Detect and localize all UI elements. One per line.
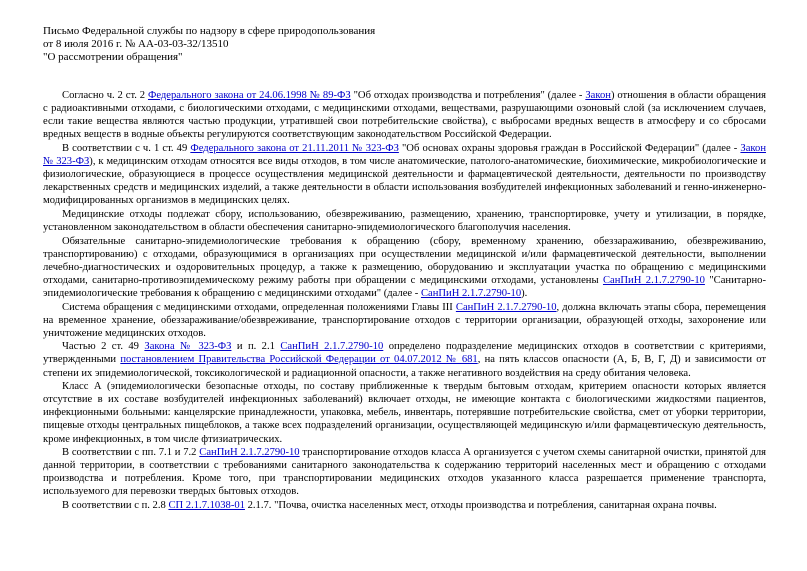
paragraph-text: ). — [521, 288, 528, 300]
paragraph-text: Обязательные санитарно-эпидемиологические требования к обращению (сбору, временному хранению, обеззараживанию, обезвреживанию, транспортированию) с отходами, образующимися в организациях при осуществлении медицинской и/или фармацевтической деятельности, выполнении лечебно-диагностических и оздоровительных процедур, а также к размещению, оборудованию и эксплуатации участка по обращению с медицинскими отходами, санитарно-противоэпидемическому режиму работы при обращении с медицинскими отходами, установлены — [43, 235, 766, 286]
document-link[interactable]: СП 2.1.7.1038-01 — [168, 500, 245, 511]
paragraph-text: "Об основах охраны здоровья граждан в Российской Федерации" (далее - — [398, 142, 741, 154]
paragraph-text: "Санитарно-эпидемиологические требования к обращению с медицинскими отходами" (далее - — [43, 274, 767, 300]
paragraph-text: транспортирование отходов класса А организуется с учетом схемы санитарной очистки, принятой для данной территории, в соответствии с требованиями санитарного законодательства к содержанию территорий населенных мест и обращению с отходами производства и потребления. Кроме того, при транспортировании медицинских отходов указанного класса разрешается применение транспорта, используемого для перевозки твердых бытовых отходов. — [43, 447, 766, 498]
paragraph-text: и п. 2.1 — [231, 341, 281, 353]
paragraph-text: Согласно ч. 2 ст. 2 — [62, 90, 148, 101]
document-link[interactable]: СанПиН 2.1.7.2790-10 — [602, 274, 705, 286]
document-link[interactable]: СанПиН 2.1.7.2790-10 — [199, 447, 300, 459]
document-link[interactable]: СанПиН 2.1.7.2790-10 — [455, 301, 557, 313]
document-body — [43, 89, 766, 513]
document-title-line-1: Письмо Федеральной службы по надзору в сфере природопользования — [43, 25, 376, 37]
paragraph-text: Класс А (эпидемиологически безопасные отходы, по составу приближенные к твердым бытовым отходам, критерием опасности которых является отсутствие в их составе возбудителей инфекционных заболеваний) включает отходы, не имеющие контакта с биологическими жидкостями пациентов, инфекционными больными: канцелярские принадлежности, упаковка, мебель, инвентарь, потерявшие потребительские свойства, смет от уборки территории, пищевые отходы центральных пищеблоков, а также всех подразделений организации, осуществляющей медицинскую и/или фармацевтическую деятельность, кроме инфекционных, в том числе фтизиатрических. — [43, 381, 766, 445]
document-link[interactable]: СанПиН 2.1.7.2790-10 — [280, 341, 384, 353]
document-link[interactable]: Закон — [585, 90, 611, 101]
document-link[interactable]: Федерального закона от 24.06.1998 № 89-ФЗ — [147, 90, 351, 101]
paragraph-text: В соответствии с п. 2.8 — [62, 500, 169, 511]
paragraph — [43, 208, 766, 234]
paragraph-text: определено подразделение медицинских отходов в соответствии с критериями, утвержденными — [43, 341, 767, 366]
paragraph-text: Система обращения с медицинскими отходами, определенная положениями Главы III — [62, 301, 456, 313]
paragraph-text: , на пять классов опасности (А, Б, В, Г, Д) и зависимости от степени их эпидемиологической, токсикологической и радиационной опасности, а также негативного воздействия на среду обитания человека. — [43, 354, 767, 379]
paragraph-text: 2.1.7. "Почва, очистка населенных мест, отходы производства и потребления, санитарная охрана почвы. — [244, 500, 717, 511]
paragraph — [43, 380, 766, 446]
paragraph — [43, 301, 766, 340]
paragraph — [43, 142, 766, 208]
paragraph-text: В соответствии с пп. 7.1 и 7.2 — [62, 447, 200, 459]
document-link[interactable]: Закон № 323-ФЗ — [43, 142, 767, 168]
paragraph-text: ) отношения в области обращения с радиоактивными отходами, с биологическими отходами, с медицинскими отходами, веществами, разрушающими озоновый слой (за исключением случаев, если такие вещества являются частью продукции, утратившей свои потребительские свойства), с выбросами вредных веществ в атмосферу и со сбросами вредных веществ в водные объекты регулируются соответствующим законодательством Российской Федерации. — [43, 90, 766, 141]
document-title-line-2: от 8 июля 2016 г. № АА-03-03-32/13510 — [43, 38, 229, 50]
document-link[interactable]: Федерального закона от 21.11.2011 № 323-ФЗ — [190, 142, 399, 154]
paragraph — [43, 446, 766, 499]
paragraph — [43, 499, 766, 512]
paragraph — [43, 235, 766, 301]
document-link[interactable]: Закона № 323-ФЗ — [144, 341, 232, 353]
paragraph-text: Частью 2 ст. 49 — [62, 341, 145, 353]
paragraph — [43, 340, 766, 379]
document-header — [43, 25, 763, 64]
paragraph-text: ), к медицинским отходам относятся все виды отходов, в том числе анатомические, патолого-анатомические, биохимические, микробиологические и физиологические, образующиеся в процессе осуществления медицинской деятельности и фармацевтической деятельности, деятельности по производству лекарственных средств и медицинских изделий, а также деятельности в области использования возбудителей инфекционных заболеваний и генно-инженерно-модифицированных организмов в медицинских целях. — [43, 156, 766, 207]
document-link[interactable]: СанПиН 2.1.7.2790-10 — [420, 288, 522, 300]
paragraph — [43, 89, 766, 142]
paragraph-text: В соответствии с ч. 1 ст. 49 — [62, 142, 191, 154]
paragraph-text: "Об отходах производства и потребления" (далее - — [350, 90, 586, 101]
document-title-line-3: "О рассмотрении обращения" — [43, 51, 183, 63]
document-link[interactable]: постановлением Правительства Российской Федерации от 04.07.2012 № 681 — [120, 354, 478, 366]
paragraph-text: Медицинские отходы подлежат сбору, использованию, обезвреживанию, размещению, хранению, транспортировке, учету и утилизации, в порядке, установленном законодательством в области обеспечения санитарно-эпидемиологического благополучия населения. — [43, 208, 766, 234]
paragraph-text: , должна включать этапы сбора, перемещения на временное хранение, обеззараживание/обезвреживание, транспортирование отходов с территории организации, образующей отходы, захоронение или уничтожение медицинских отходов. — [43, 301, 767, 339]
